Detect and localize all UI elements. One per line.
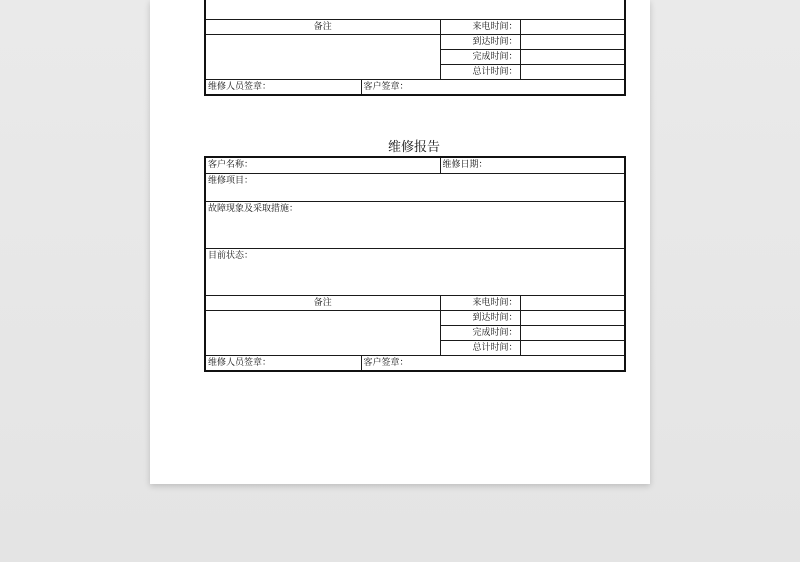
status-cell-partial (205, 0, 625, 19)
document-page (150, 0, 650, 484)
total-time-value[interactable] (520, 340, 625, 355)
call-time-value[interactable] (520, 19, 625, 34)
remarks-label: 备注 (205, 295, 440, 310)
finish-time-label: 完成时间： (440, 49, 520, 64)
arrival-time-label: 到达时间： (440, 310, 520, 325)
customer-sign-label: 客户签章： (361, 355, 625, 371)
remarks-header-row (205, 295, 625, 310)
call-time-value[interactable] (520, 295, 625, 310)
total-time-value[interactable] (520, 64, 625, 79)
customer-name-label: 客户名称： (205, 157, 440, 173)
finish-time-value[interactable] (520, 49, 625, 64)
remarks-label: 备注 (205, 19, 440, 34)
finish-time-label: 完成时间： (440, 325, 520, 340)
signature-row (205, 79, 625, 95)
status-row-partial (205, 0, 625, 19)
finish-time-value[interactable] (520, 325, 625, 340)
arrival-row (205, 310, 625, 325)
signature-row (205, 355, 625, 371)
repair-report-table (204, 156, 626, 372)
call-time-label: 来电时间： (440, 295, 520, 310)
arrival-time-value[interactable] (520, 34, 625, 49)
remarks-content[interactable] (205, 310, 440, 355)
fault-row (205, 201, 625, 248)
report-title: 维修报告 (387, 140, 440, 155)
customer-row (205, 157, 625, 173)
remarks-header-row (205, 19, 625, 34)
repair-item-row (205, 173, 625, 201)
customer-sign-label: 客户签章： (361, 79, 625, 95)
staff-sign-label: 维修人员签章： (205, 355, 361, 371)
staff-sign-label: 维修人员签章： (205, 79, 361, 95)
total-time-label: 总计时间： (440, 64, 520, 79)
arrival-time-value[interactable] (520, 310, 625, 325)
call-time-label: 来电时间： (440, 19, 520, 34)
repair-date-label: 维修日期： (440, 157, 625, 173)
arrival-time-label: 到达时间： (440, 34, 520, 49)
remarks-content[interactable] (205, 34, 440, 79)
previous-report-table-partial (204, 0, 626, 96)
repair-item-label: 维修项目： (205, 173, 625, 201)
arrival-row (205, 34, 625, 49)
status-row (205, 248, 625, 295)
total-time-label: 总计时间： (440, 340, 520, 355)
fault-label: 故障现象及采取措施： (205, 201, 625, 248)
status-label: 目前状态： (205, 248, 625, 295)
